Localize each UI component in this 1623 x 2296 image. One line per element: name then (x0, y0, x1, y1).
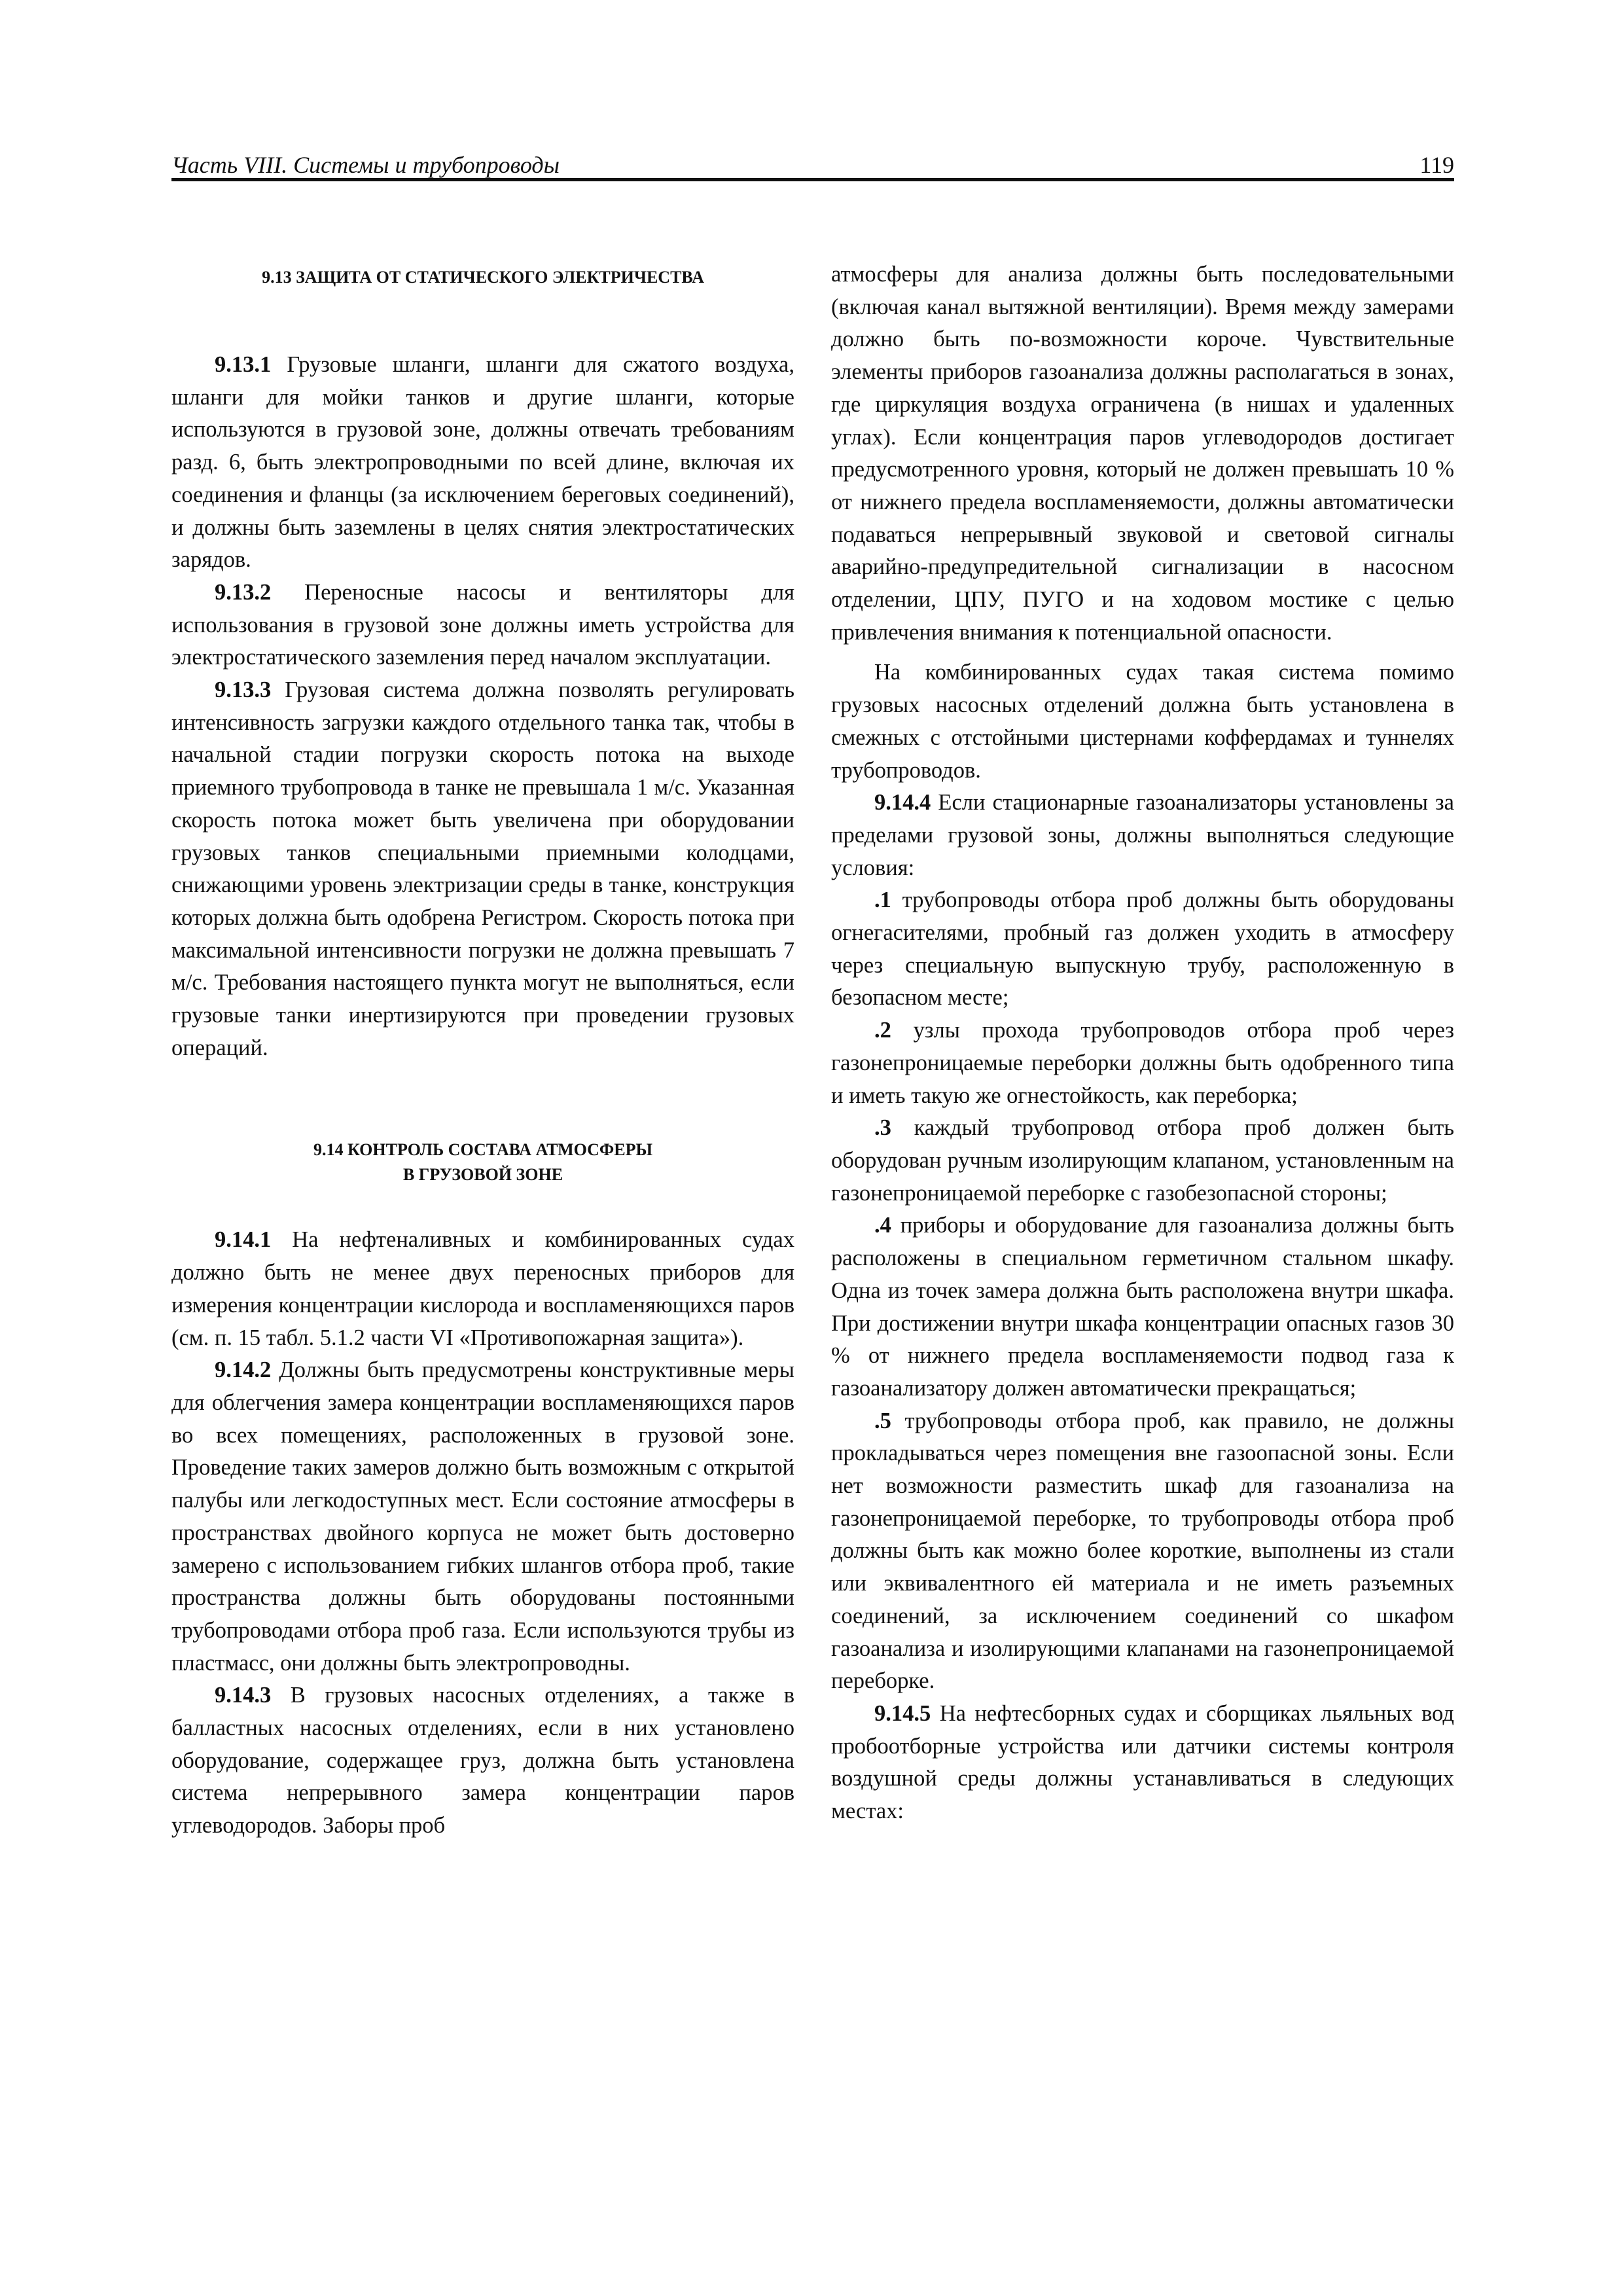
list-item-2 (831, 1014, 1454, 1112)
list-item-text: каждый трубопровод отбора проб должен быть оборудован ручным изолирующим клапаном, установленным на газонепроницаемой переборке с газобезопасной стороны; (831, 1115, 1455, 1206)
heading-line: В ГРУЗОВОЙ ЗОНЕ (402, 1165, 563, 1185)
list-item-1 (831, 884, 1454, 1014)
header-part-title: Часть VIII. Системы и трубопроводы (171, 152, 560, 178)
list-item-text: узлы прохода трубопроводов отбора проб через газонепроницаемые переборки должны быть одобренного типа и иметь такую же огнестойкость, как переборка; (831, 1018, 1454, 1108)
list-item-number: .5 (874, 1408, 891, 1433)
paragraph-number: 9.14.5 (874, 1700, 931, 1726)
section-heading-9-13: 9.13 ЗАЩИТА ОТ СТАТИЧЕСКОГО ЭЛЕКТРИЧЕСТВА (262, 268, 704, 287)
paragraph-text: Если стационарные газоанализаторы установлены за пределами грузовой зоны, должны выполняться следующие условия: (831, 790, 1454, 880)
paragraph-number: 9.14.2 (215, 1357, 272, 1383)
paragraph-text: Грузовые шланги, шланги для сжатого воздуха, шланги для мойки танков и другие шланги, которые используются в грузовой зоне, должны отвечать требованиям разд. 6, быть электропроводными по всей длине, включая их соединения и фланцы (за исключением береговых соединений), и должны быть заземлены в целях снятия электростатических зарядов. (171, 352, 794, 573)
paragraph-text: Грузовая система должна позволять регулировать интенсивность загрузки каждого отдельного танка так, чтобы в начальной стадии погрузки скорость потока на выходе приемного трубопровода в танке не превышала 1 м/с. Указанная скорость потока может быть увеличена при оборудовании грузовых танков специальными приемными колодцами, снижающими уровень электризации среды в танке, конструкция которых должна быть одобрена Регистром. Скорость потока при максимальной интенсивности погрузки не должна превышать 7 м/с. Требования настоящего пункта могут не выполняться, если грузовые танки инертизируются при проведении грузовых операций. (171, 677, 794, 1060)
list-item-text: трубопроводы отбора проб должны быть оборудованы огнегасителями, пробный газ должен уходить в атмосферу через специальную выпускную трубу, расположенную в безопасном месте; (831, 888, 1455, 1011)
paragraph-9-14-1 (171, 1224, 794, 1354)
list-item-text: приборы и оборудование для газоанализа должны быть расположены в специальном герметичном стальном шкафу. Одна из точек замера должна быть расположена внутри шкафа. При достижении внутри шкафа концентрации опасных газов 30 % от нижнего предела воспламеняемости подвод газа к газоанализатору должен автоматически прекращаться; (831, 1213, 1454, 1401)
list-item-4 (831, 1210, 1454, 1405)
paragraph-text: В грузовых насосных отделениях, а также в балластных насосных отделениях, если в них установлено оборудование, содержащее груз, должна быть установлена система непрерывного замера концентрации паров углеводородов. Заборы проб (171, 1683, 794, 1839)
list-item-number: .4 (874, 1213, 891, 1238)
page-number: 119 (1419, 152, 1454, 178)
paragraph-9-13-3 (171, 674, 794, 1064)
paragraph-9-14-3-continuation: атмосферы для анализа должны быть последовательными (включая канал вытяжной вентиляции). Время между замерами должно быть по-возможности короче. Чувствительные элементы приборов газоанализа должны располагаться в зонах, где циркуляция воздуха ограничена (в нишах и удаленных углах). Если концентрация паров углеводородов достигает предусмотренного уровня, который не должен превышать 10 % от нижнего предела воспламеняемости, должны автоматически подаваться непрерывный звуковой и световой сигналы аварийно-предупредительной сигнализации в насосном отделении, ЦПУ, ПУГО и на ходовом мостике с целью привлечения внимания к потенциальной опасности. (831, 262, 1454, 645)
running-header (171, 145, 1454, 181)
paragraph-combined-carriers: На комбинированных судах такая система помимо грузовых насосных отделений должна быть установлена в смежных с отстойными цистернами коффердамах и туннелях трубопроводов. (831, 660, 1454, 783)
paragraph-9-14-2 (171, 1354, 794, 1679)
paragraph-9-14-4 (831, 787, 1454, 884)
list-item-number: .3 (874, 1115, 891, 1141)
section-heading-9-14 (171, 1138, 794, 1187)
list-item-number: .2 (874, 1018, 891, 1043)
paragraph-number: 9.13.3 (215, 677, 272, 703)
paragraph-text: На нефтесборных судах и сборщиках льяльных вод пробоотборные устройства или датчики системы контроля воздушной среды должны устанавливаться в следующих местах: (831, 1700, 1454, 1824)
paragraph-number: 9.14.4 (874, 790, 931, 816)
paragraph-number: 9.14.3 (215, 1683, 272, 1708)
paragraph-number: 9.13.2 (215, 579, 272, 605)
list-item-5 (831, 1405, 1454, 1698)
paragraph-9-14-3 (171, 1679, 794, 1842)
list-item-text: трубопроводы отбора проб, как правило, не должны прокладываться через помещения вне газоопасной зоны. Если нет возможности разместить шкаф для газоанализа на газонепроницаемой переборке, то трубопроводы отбора проб должны быть как можно более короткие, выполнены из стали или эквивалентного ей материала и не иметь разъемных соединений, за исключением соединений со шкафом газоанализа и изолирующими клапанами на газонепроницаемой переборке. (831, 1408, 1455, 1694)
list-item-3 (831, 1112, 1454, 1210)
paragraph-9-13-2 (171, 577, 794, 674)
list-item-number: .1 (874, 888, 891, 913)
left-column (171, 259, 794, 1842)
paragraph-text: Должны быть предусмотрены конструктивные меры для облегчения замера концентрации воспламеняющихся паров во всех помещениях, расположенных в грузовой зоне. Проведение таких замеров должно быть возможным с открытой палубы или легкодоступных мест. Если состояние атмосферы в пространствах двойного корпуса не может быть достоверно замерено с использованием гибких шлангов отбора проб, такие пространства должны быть оборудованы постоянными трубопроводами отбора проб газа. Если используются трубы из пластмасс, они должны быть электропроводны. (171, 1357, 794, 1676)
paragraph-number: 9.14.1 (215, 1227, 272, 1253)
right-column (831, 259, 1454, 1828)
paragraph-9-13-1 (171, 349, 794, 577)
paragraph-text: На нефтеналивных и комбинированных судах должно быть не менее двух переносных приборов для измерения концентрации кислорода и воспламеняющихся паров (см. п. 15 табл. 5.1.2 части VI «Противопожарная защита»). (171, 1227, 794, 1350)
paragraph-text: Переносные насосы и вентиляторы для использования в грузовой зоне должны иметь устройства для электростатического заземления перед началом эксплуатации. (171, 579, 794, 670)
paragraph-9-14-5 (831, 1698, 1454, 1828)
paragraph-number: 9.13.1 (215, 352, 272, 377)
heading-line: 9.14 КОНТРОЛЬ СОСТАВА АТМОСФЕРЫ (313, 1140, 653, 1160)
